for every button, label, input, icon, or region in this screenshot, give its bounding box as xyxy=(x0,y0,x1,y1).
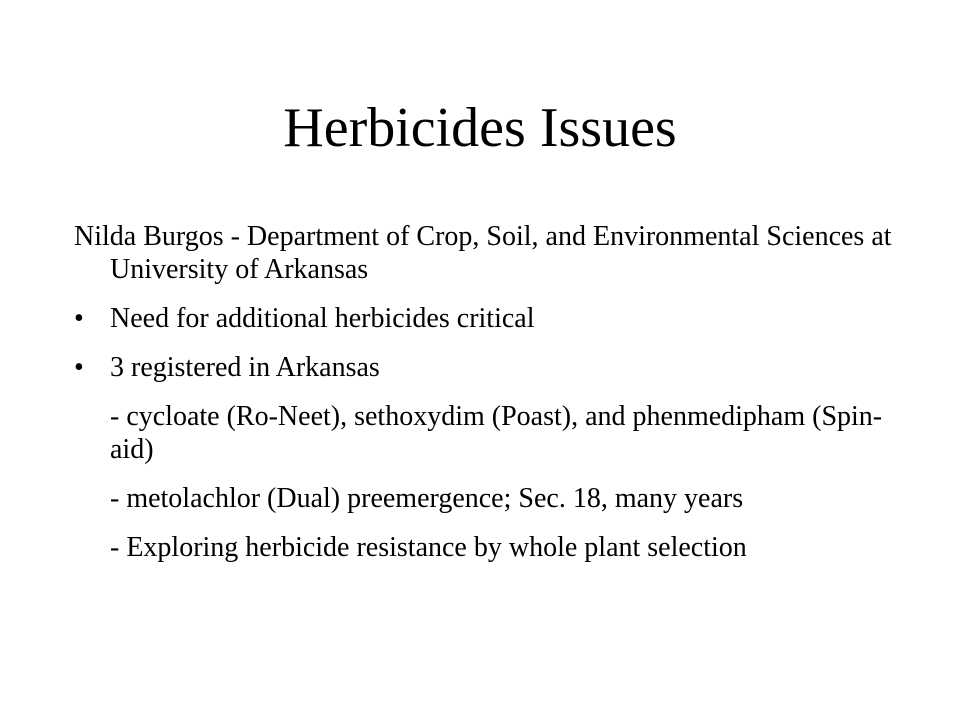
author-line: Nilda Burgos - Department of Crop, Soil, and Environmental Sciences at University of Arkansas xyxy=(74,221,892,285)
sub-item: - cycloate (Ro-Neet), sethoxydim (Poast), and phenmedipham (Spin-aid) xyxy=(110,401,883,465)
bullet-text: 3 registered in Arkansas xyxy=(110,352,380,383)
sub-item: - Exploring herbicide resistance by whole plant selection xyxy=(110,532,747,563)
bullet-icon: • xyxy=(74,352,84,383)
sub-item: - metolachlor (Dual) preemergence; Sec. 18, many years xyxy=(110,483,744,514)
bullet-item xyxy=(74,302,894,335)
slide-body xyxy=(74,220,894,580)
bullet-text: Need for additional herbicides critical xyxy=(110,303,535,334)
bullet-item xyxy=(74,351,894,384)
bullet-icon: • xyxy=(74,303,84,334)
slide-title: Herbicides Issues xyxy=(283,97,677,159)
